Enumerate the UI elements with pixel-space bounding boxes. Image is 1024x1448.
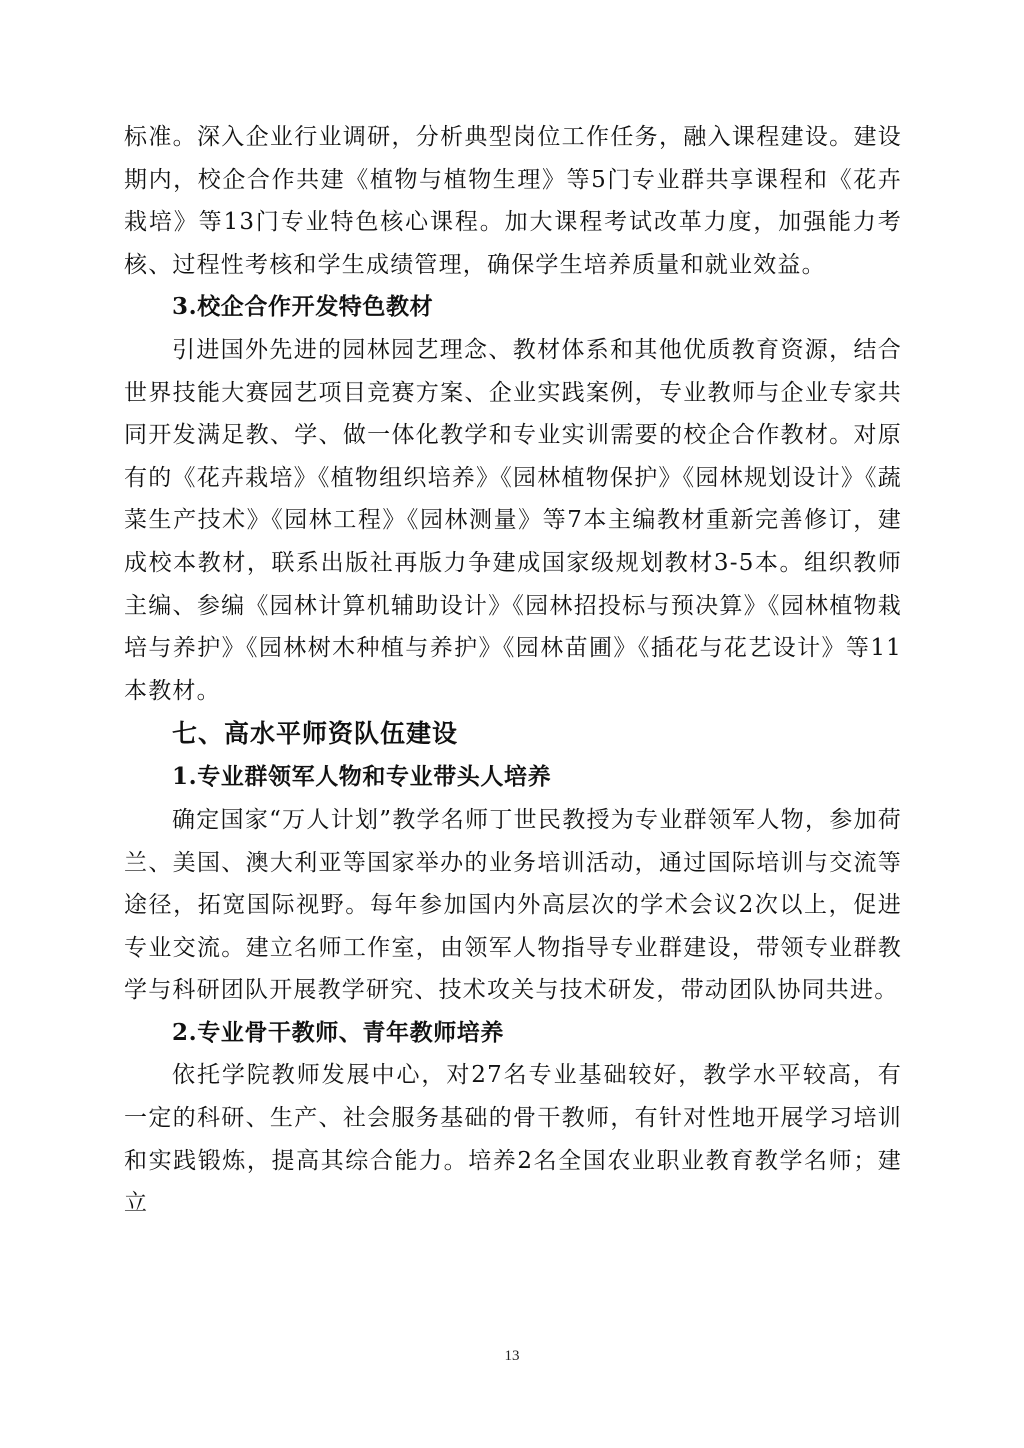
paragraph-leader-training: 确定国家“万人计划”教学名师丁世民教授为专业群领军人物，参加荷兰、美国、澳大利亚等国家举办的业务培训活动，通过国际培训与交流等途径，拓宽国际视野。每年参加国内外高层次的学术会议2次以上，促进专业交流。建立名师工作室，由领军人物指导专业群建设，带领专业群教学与科研团队开展教学研究、技术攻关与技术研发，带动团队协同共进。 (124, 806, 902, 1004)
paragraph-course-construction: 标准。深入企业行业调研，分析典型岗位工作任务，融入课程建设。建设期内，校企合作共建《植物与植物生理》等5门专业群共享课程和《花卉栽培》等13门专业特色核心课程。加大课程考试改革力度，加强能力考核、过程性考核和学生成绩管理，确保学生培养质量和就业效益。 (124, 124, 902, 278)
heading-textbook-development: 3.校企合作开发特色教材 (172, 293, 434, 321)
heading-teacher-team: 七、高水平师资队伍建设 (172, 719, 459, 749)
paragraph-textbook-development: 引进国外先进的园林园艺理念、教材体系和其他优质教育资源，结合世界技能大赛园艺项目竞赛方案、企业实践案例，专业教师与企业专家共同开发满足教、学、做一体化教学和专业实训需要的校企合作教材。对原有的《花卉栽培》《植物组织培养》《园林植物保护》《园林规划设计》《蔬菜生产技术》《园林工程》《园林测量》等7本主编教材重新完善修订，建成校本教材，联系出版社再版力争建成国家级规划教材3-5本。组织教师主编、参编《园林计算机辅助设计》《园林招投标与预决算》《园林植物栽培与养护》《园林树木种植与养护》《园林苗圃》《插花与花艺设计》等11本教材。 (124, 336, 902, 704)
paragraph-backbone-teacher-training: 依托学院教师发展中心，对27名专业基础较好，教学水平较高，有一定的科研、生产、社会服务基础的骨干教师，有针对性地开展学习培训和实践锻炼，提高其综合能力。培养2名全国农业职业教育教学名师；建立 (124, 1062, 902, 1217)
document-body (124, 116, 902, 1225)
page-number: 13 (504, 1348, 520, 1364)
heading-leader-training: 1.专业群领军人物和专业带头人培养 (172, 763, 552, 791)
heading-backbone-teacher-training: 2.专业骨干教师、青年教师培养 (172, 1018, 505, 1046)
